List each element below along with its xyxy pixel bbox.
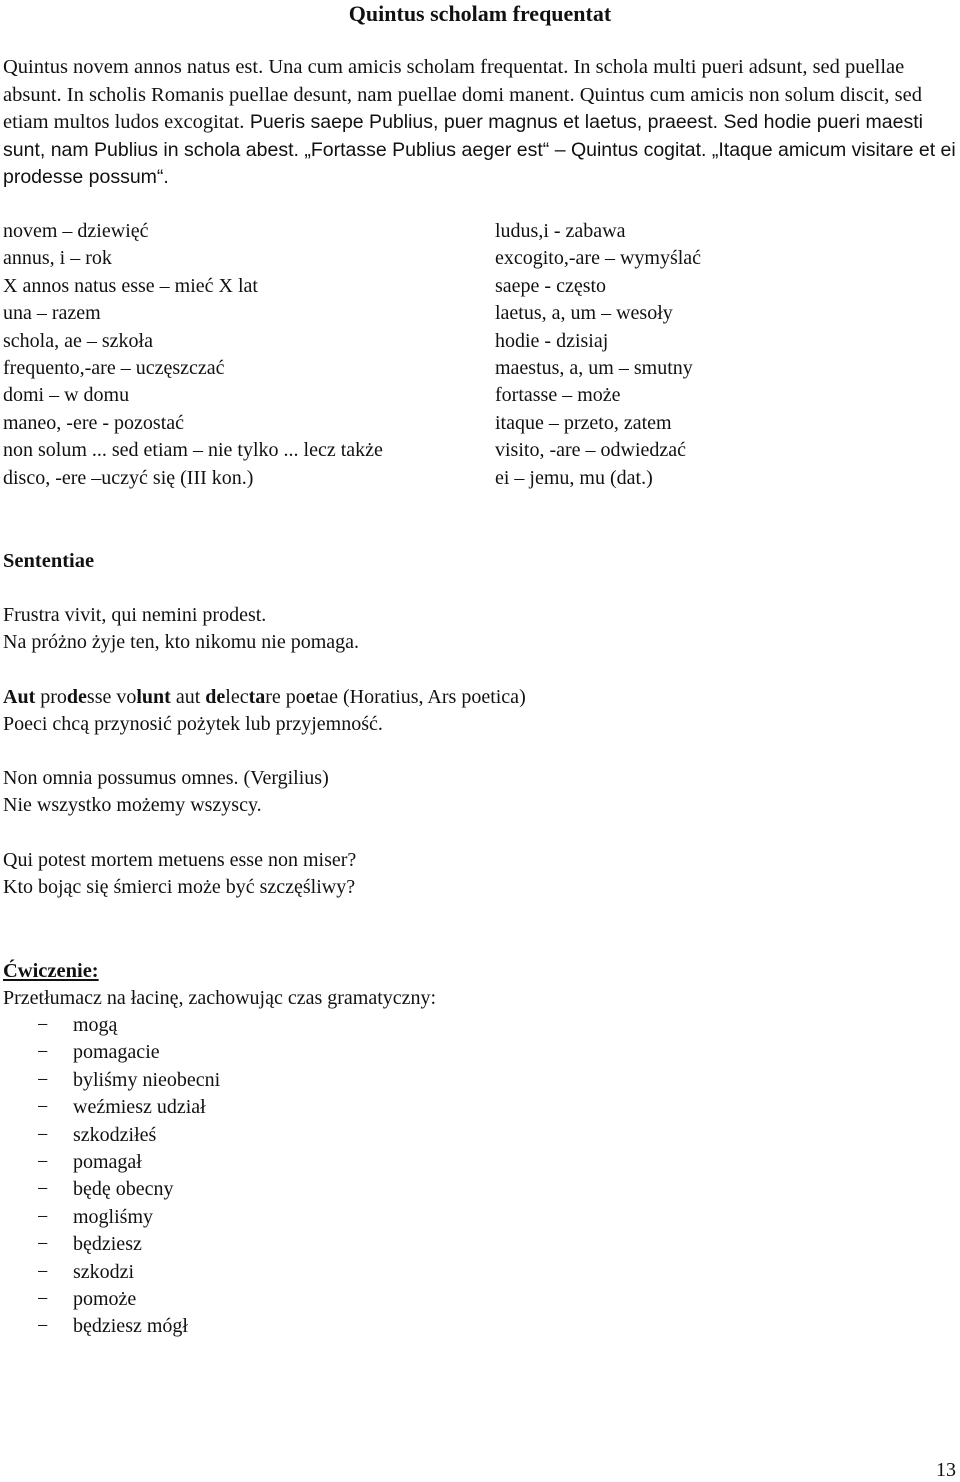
exercise-item-text: szkodziłeś [73,1123,157,1146]
sentence-polish: Nie wszystko możemy wszyscy. [3,794,262,817]
vocab-entry: fortasse – może [495,384,621,407]
passage-part-1: Quintus novem annos natus est. Una cum amicis scholam frequentat. In schola multi pueri adsunt, sed puellae absunt. In scholis Romanis puellae desunt, nam puellae domi manent. Quintus cum amicis non solum discit, sed etiam multos ludos excogitat. [3,56,922,134]
vocab-entry: X annos natus esse – mieć X lat [3,274,258,297]
sentence-polish: Kto bojąc się śmierci może być szczęśliwy? [3,876,356,899]
dash-bullet: − [37,1096,49,1119]
exercise-item-text: będziesz [73,1233,142,1256]
exercise-item [3,1012,220,1039]
vocab-entry: visito, -are – odwiedzać [495,439,687,462]
sentence-block [3,765,329,820]
dash-bullet: − [37,1315,49,1338]
exercise-item [3,1039,220,1066]
dash-bullet: − [37,1233,49,1256]
sententiae-heading: Sententiae [3,550,95,572]
exercise-item [3,1313,220,1340]
latin-fragment: ta [248,686,266,708]
vocab-entry: una – razem [3,302,101,325]
vocab-entry: hodie - dzisiaj [495,329,609,352]
latin-fragment: pro [35,686,67,708]
exercise-item-text: szkodzi [73,1260,135,1283]
vocab-entry: non solum ... sed etiam – nie tylko ... lecz także [3,439,383,462]
exercise-item-text: pomoże [73,1288,137,1311]
sentence-latin: Qui potest mortem metuens esse non miser? [3,849,357,871]
vocab-entry: maestus, a, um – smutny [495,357,693,380]
exercise-item-text: mogliśmy [73,1205,154,1228]
exercise-item-text: weźmiesz udział [73,1096,206,1119]
vocabulary-left-column [3,218,383,492]
exercise-item-text: pomagał [73,1151,142,1174]
vocab-entry: excogito,-are – wymyślać [495,247,702,270]
dash-bullet: − [37,1205,49,1228]
exercise-item [3,1286,220,1313]
vocab-entry: domi – w domu [3,384,130,407]
vocabulary-right-column [495,218,701,492]
sentence-block [3,684,526,739]
exercise-item-text: będę obecny [73,1178,174,1201]
latin-fragment: aut [170,686,206,708]
vocab-entry: schola, ae – szkoła [3,329,153,352]
sentence-polish: Poeci chcą przynosić pożytek lub przyjemność. [3,713,383,736]
dash-bullet: − [37,1178,49,1201]
exercise-instruction: Przetłumacz na łacinę, zachowując czas gramatyczny: [3,987,437,1009]
exercise-item [3,1176,220,1203]
latin-fragment: re po [265,686,306,708]
reading-passage [3,54,958,192]
vocab-entry: novem – dziewięć [3,220,149,242]
sentence-block [3,602,359,657]
vocab-entry: annus, i – rok [3,247,112,270]
latin-fragment: sse vo [86,686,137,708]
latin-fragment: Aut [3,686,36,708]
exercise-heading: Ćwiczenie: [3,960,99,982]
vocab-entry: frequento,-are – uczęszczać [3,357,225,380]
dash-bullet: − [37,1014,49,1036]
vocab-entry: disco, -ere –uczyć się (III kon.) [3,466,254,489]
exercise-item-text: byliśmy nieobecni [73,1068,221,1091]
latin-fragment: e [305,686,315,708]
sentence-block [3,847,356,902]
exercise-item [3,1067,220,1094]
dash-bullet: − [37,1260,49,1283]
exercise-item [3,1094,220,1121]
sentence-latin [3,684,526,711]
exercise-item-text: mogą [73,1014,118,1036]
dash-bullet: − [37,1123,49,1146]
latin-fragment: lec [225,686,249,708]
exercise-list [3,1012,220,1341]
dash-bullet: − [37,1288,49,1311]
latin-fragment: lunt [136,686,171,708]
exercise-item [3,1204,220,1231]
sentence-polish: Na próżno żyje ten, kto nikomu nie pomaga. [3,631,360,654]
exercise-item [3,1122,220,1149]
latin-fragment: de [205,686,226,708]
vocab-entry: saepe - często [495,274,607,297]
vocab-entry: maneo, -ere - pozostać [3,411,185,434]
vocab-entry: ludus,i - zabawa [495,220,626,242]
vocab-entry: ei – jemu, mu (dat.) [495,466,653,489]
vocab-entry: itaque – przeto, zatem [495,411,672,434]
passage-part-2: Pueris saepe Publius, puer magnus et laetus, praeest. Sed hodie pueri maesti sunt, nam Publius in schola abest. „Fortasse Publius aeger est“ – Quintus cogitat. „Itaque amicum visitare et ei prodesse possum“. [3,111,956,189]
latin-fragment: de [66,686,87,708]
vocab-entry: laetus, a, um – wesoły [495,302,673,325]
dash-bullet: − [37,1068,49,1091]
sentence-latin: Non omnia possumus omnes. (Vergilius) [3,767,329,789]
exercise-item [3,1259,220,1286]
page-number: 13 [936,1459,956,1481]
exercise-item-text: pomagacie [73,1041,160,1064]
dash-bullet: − [37,1041,49,1064]
page-title: Quintus scholam frequentat [348,1,612,26]
exercise-item-text: będziesz mógł [73,1315,188,1338]
exercise-item [3,1149,220,1176]
latin-fragment: tae (Horatius, Ars poetica) [314,686,526,708]
sentence-latin: Frustra vivit, qui nemini prodest. [3,604,267,626]
dash-bullet: − [37,1151,49,1174]
exercise-item [3,1231,220,1258]
